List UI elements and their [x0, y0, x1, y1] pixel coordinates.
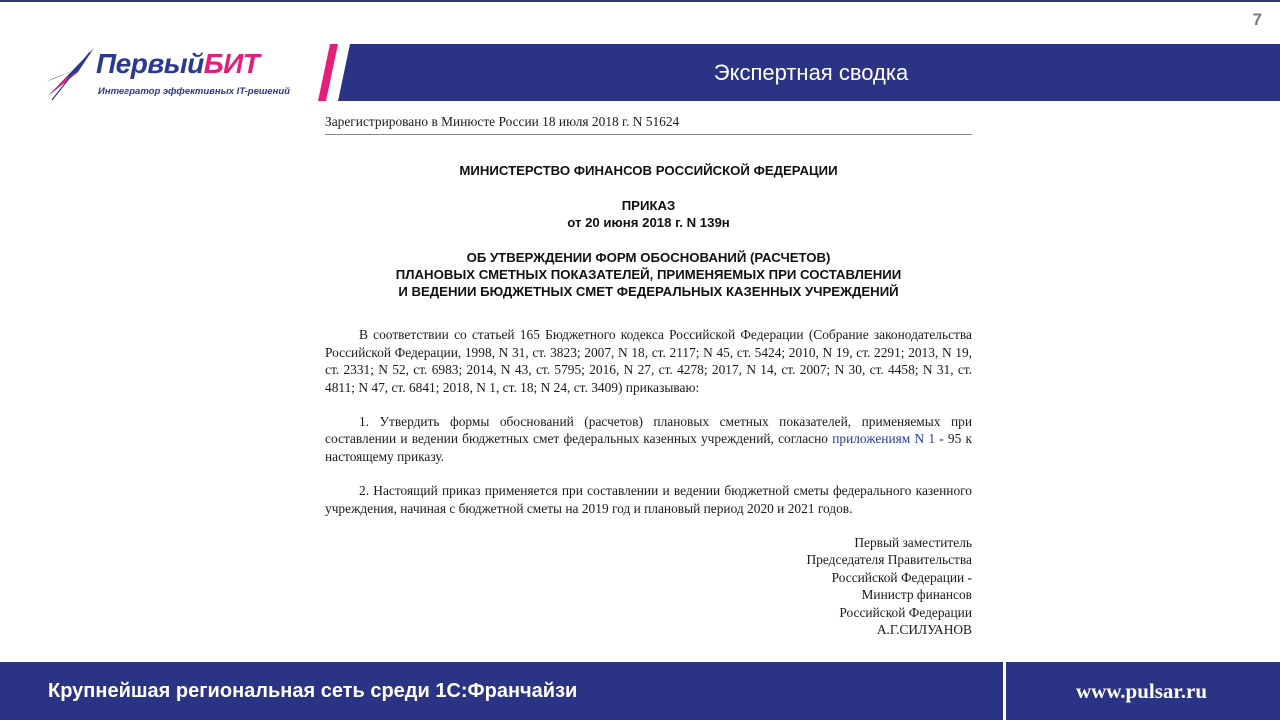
document-page: [325, 110, 972, 639]
footer-url-link[interactable]: www.pulsar.ru: [1075, 678, 1208, 703]
footer-bar: [0, 662, 1280, 720]
order-block: [325, 197, 972, 231]
logo-wordmark: ПервыйБИТ: [96, 48, 260, 79]
signature-name: А.Г.СИЛУАНОВ: [876, 622, 972, 638]
item-2-paragraph: 2. Настоящий приказ применяется при составлении и ведении бюджетной сметы федерального казенного учреждения, начиная с бюджетной сметы на 2019 год и плановый период 2020 и 2021 годов.: [325, 483, 972, 516]
order-title: [325, 249, 972, 300]
signature-line: Председателя Правительства: [806, 552, 972, 568]
logo-tagline: Интегратор эффективных IT-решений: [98, 86, 290, 97]
appendix-link[interactable]: приложениям N 1: [832, 431, 936, 447]
header-band: [310, 44, 1280, 101]
signature-line: Российской Федерации -: [831, 569, 972, 585]
signature-line: Министр финансов: [861, 587, 972, 603]
company-logo: [44, 44, 294, 104]
slide-number: 7: [1252, 10, 1262, 29]
registration-line: Зарегистрировано в Минюсте России 18 июля 2018 г. N 51624: [325, 110, 972, 135]
logo-arrow-icon: [44, 44, 100, 102]
ministry-heading: МИНИСТЕРСТВО ФИНАНСОВ РОССИЙСКОЙ ФЕДЕРАЦИИ: [459, 163, 838, 179]
intro-paragraph: В соответствии со статьей 165 Бюджетного кодекса Российской Федерации (Собрание законодательства Российской Федерации, 1998, N 31, ст. 3823; 2007, N 18, ст. 2117; N 45, ст. 5424; 2010, N 19, ст. 2291; 2013, N 19, ст. 2331; N 52, ст. 6983; 2014, N 43, ст. 5795; 2016, N 27, ст. 4278; 2017, N 14, ст. 2007; N 30, ст. 4458; N 31, ст. 4811; N 47, ст. 6841; 2018, N 1, ст. 18; N 24, ст. 3409) приказываю:: [325, 327, 972, 395]
page-title: Экспертная сводка: [713, 59, 909, 85]
footer-slogan: Крупнейшая региональная сеть среди 1С:Франчайзи: [48, 679, 578, 702]
signature-line: Первый заместитель: [854, 535, 972, 551]
order-title-line: И ВЕДЕНИИ БЮДЖЕТНЫХ СМЕТ ФЕДЕРАЛЬНЫХ КАЗЕННЫХ УЧРЕЖДЕНИЙ: [398, 284, 899, 300]
signature-line: Российской Федерации: [839, 604, 972, 620]
order-date: от 20 июня 2018 г. N 139н: [567, 215, 730, 231]
order-title-line: ПЛАНОВЫХ СМЕТНЫХ ПОКАЗАТЕЛЕЙ, ПРИМЕНЯЕМЫХ ПРИ СОСТАВЛЕНИИ: [395, 267, 902, 283]
top-rule: [0, 0, 1280, 2]
item-1-paragraph: 1. Утвердить формы обоснований (расчетов) плановых сметных показателей, применяемых при составлении и ведении бюджетных смет федеральных казенных учреждений, согласно приложениям N 1 - 95 к настоящему приказу.: [325, 414, 972, 464]
order-title-line: ОБ УТВЕРЖДЕНИИ ФОРМ ОБОСНОВАНИЙ (РАСЧЕТОВ): [466, 250, 831, 266]
order-label: ПРИКАЗ: [621, 198, 676, 214]
signature-block: [325, 534, 972, 638]
